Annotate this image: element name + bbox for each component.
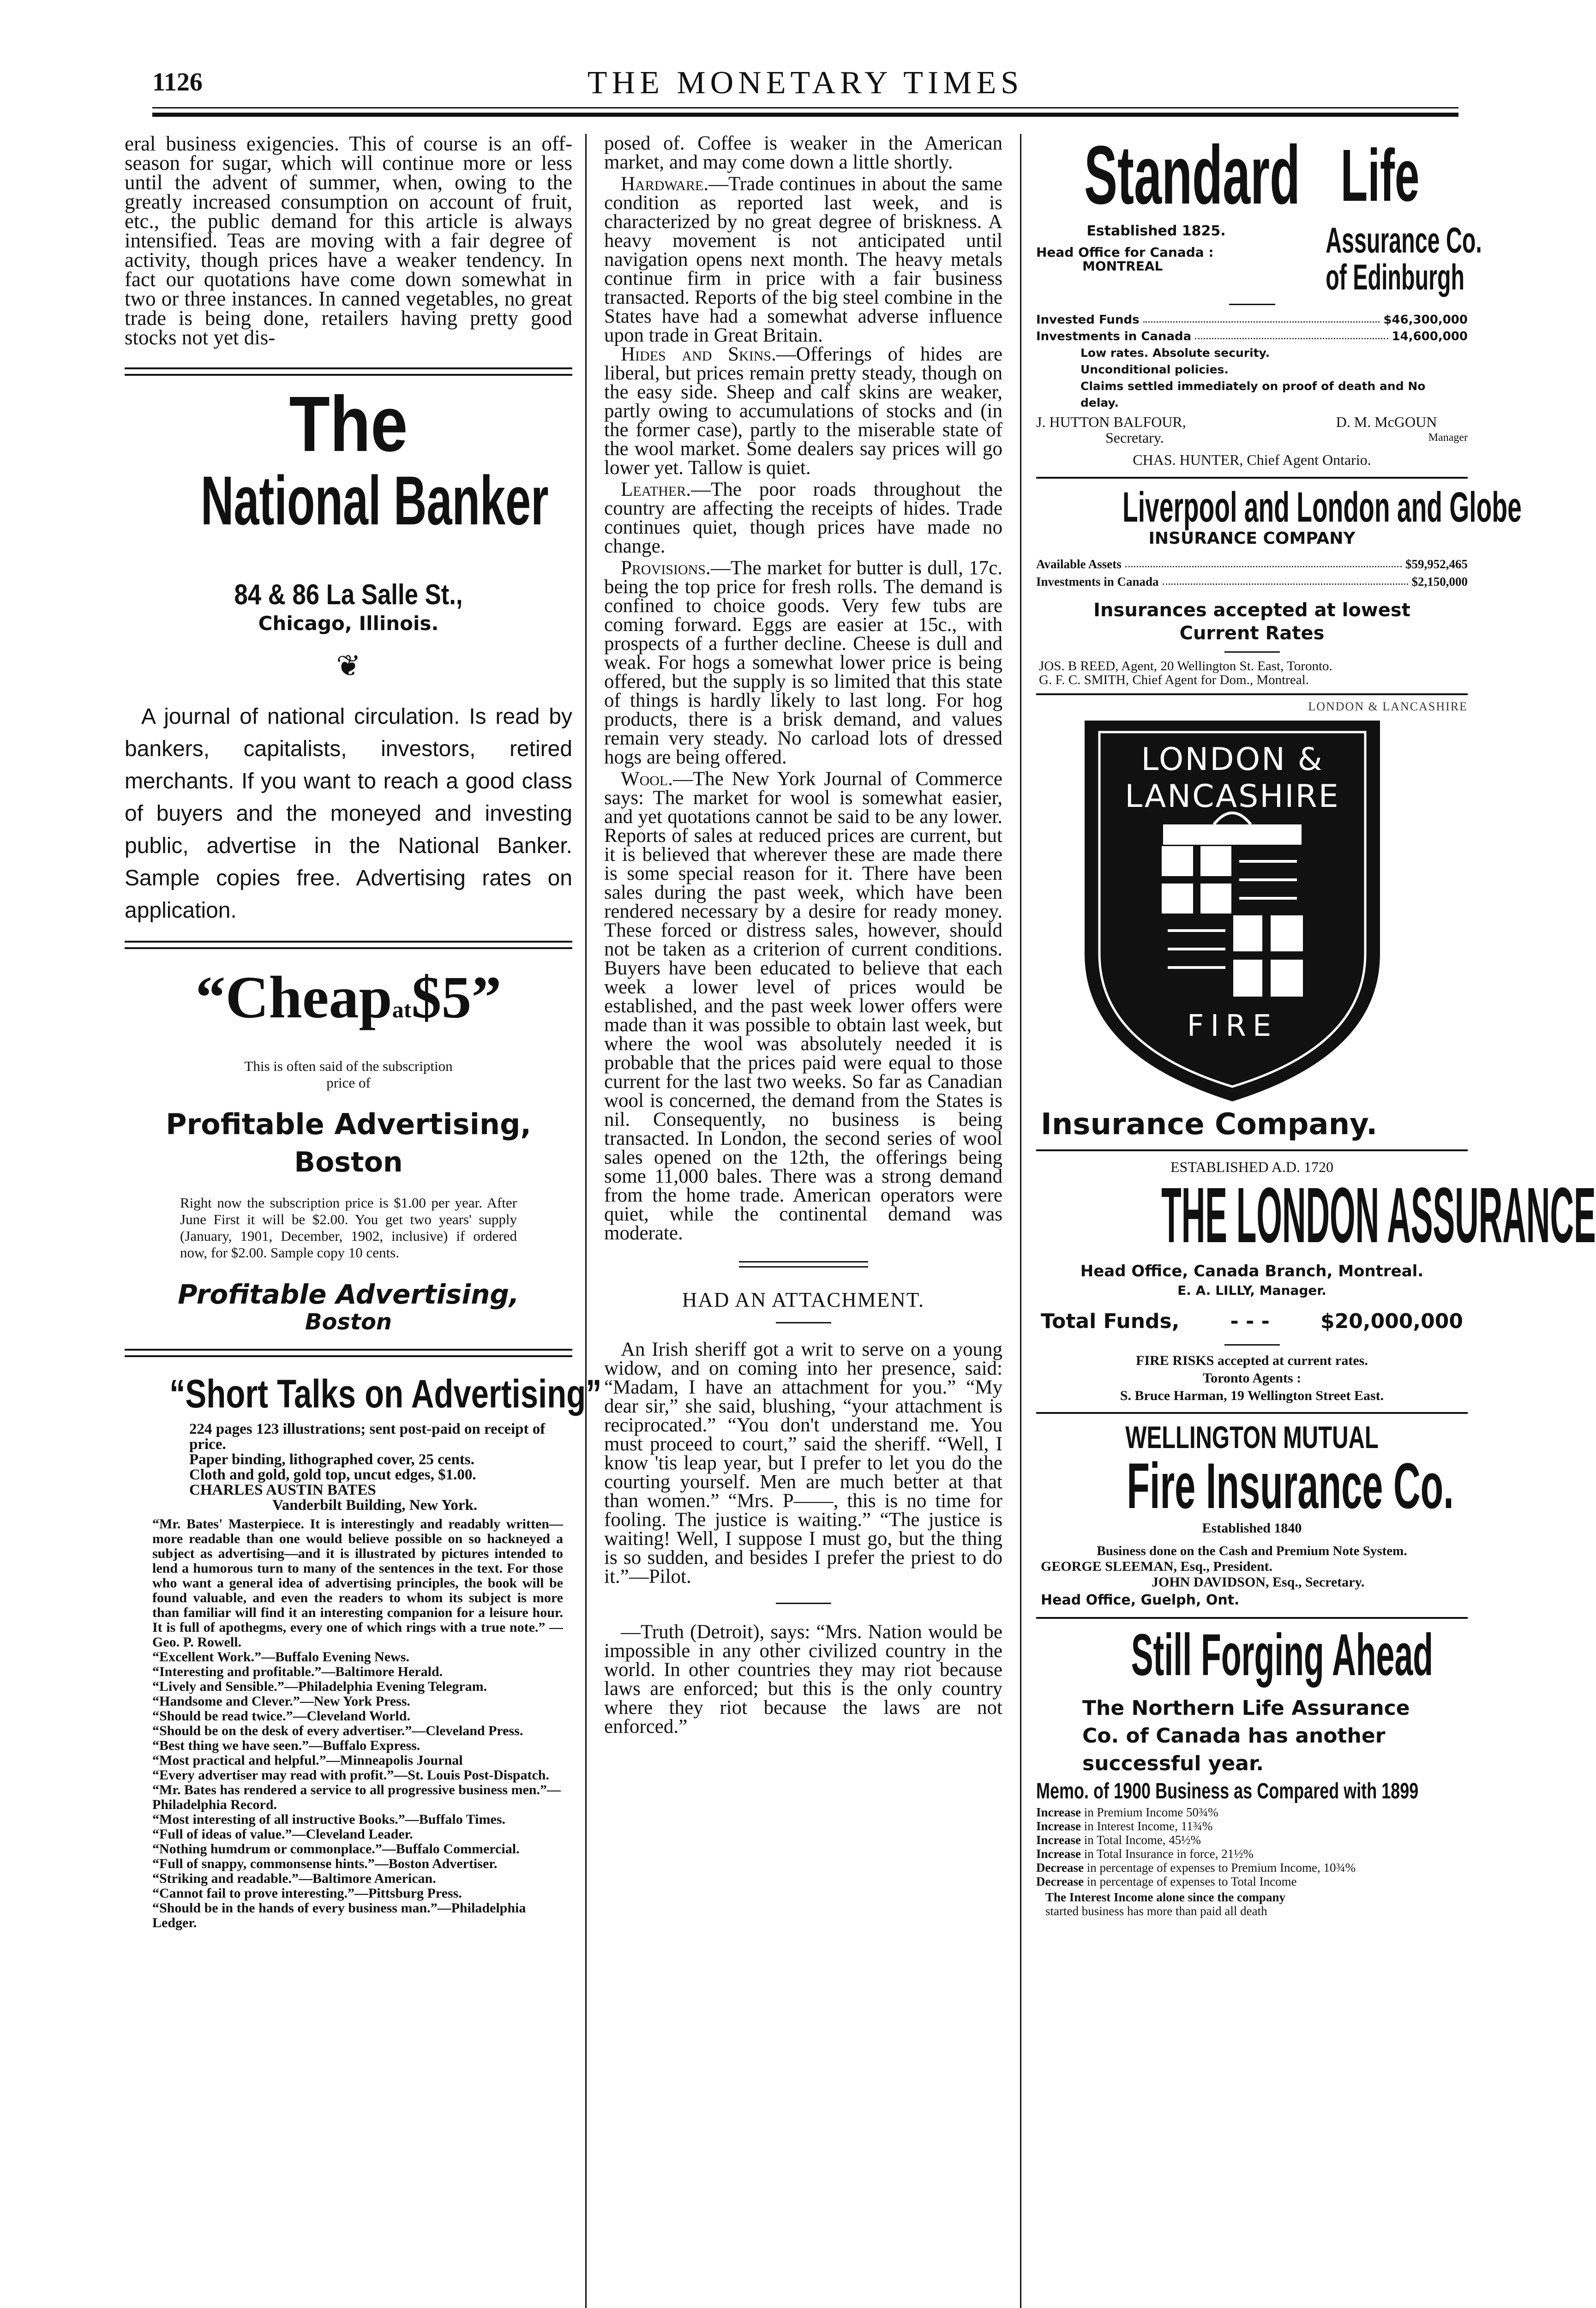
shield-text-1: LONDON & <box>1141 741 1324 778</box>
masthead <box>152 65 1458 111</box>
investments-canada-label: Investments in Canada <box>1036 330 1192 343</box>
total-funds-dashes: - - - <box>1230 1310 1270 1333</box>
ad-divider <box>125 367 572 376</box>
memo-text: in Interest Income, 11¾% <box>1084 1819 1213 1833</box>
press-quote: “Should be read twice.”—Cleveland World. <box>152 1708 410 1724</box>
cheap-line-2: price of <box>326 1075 371 1091</box>
column-left <box>125 132 602 2308</box>
invested-funds-label: Invested Funds <box>1036 313 1140 327</box>
provisions-heading: Provisions. <box>621 557 711 579</box>
memo-item <box>1036 1847 1468 1861</box>
provisions-text: —The market for butter is dull, 17c. being the top price for fresh rolls. The demand is confined to choice goods. Very few tubs are coming forward. Eggs are easier at 15c., with prospects of a further decline. Cheese is dull and weak. For hogs a somewhat lower price is being offered, but the supply is so limited that this state of things is hardly likely to last long. For hog products, there is a brisk demand, and values remain very steady. No carload lots of dressed hogs are being offered. <box>604 557 1002 768</box>
press-quote: “Most interesting of all instructive Books.”—Buffalo Times. <box>152 1812 505 1827</box>
short-talks-ad <box>125 1371 602 1930</box>
liverpool-rates-1: Insurances accepted at lowest <box>1093 600 1410 621</box>
wool-text: —The New York Journal of Commerce says: The market for wool is somewhat easier, and yet quotations cannot be said to be any lower. Reports of sales at reduced prices are current, but it is believed that wherever these are made there is some special reason for it. There have been sales during the past week, which have been rendered necessary by a desire for ready money. These forced or distress sales, however, should not be taken as a criterion of current conditions. Buyers have been educated to believe that each week a lower level of prices would be established, and the past week lower offers were made than it was possible to obtain last week, but where the wool was absolutely needed it is probable that the prices paid were equal to those current for the last two weeks. So far as Canadian wool is concerned, the demand from the States is nil. Consequently, no business is being transacted. In London, the second series of wool sales opened on the 12th, the offerings being some 11,000 bales. There was a strong demand from the home trade. American operators were quiet, while the continental demand was moderate. <box>604 768 1002 1244</box>
liverpool-investments-label: Investments in Canada <box>1036 575 1159 589</box>
standard-city: MONTREAL <box>1082 258 1163 274</box>
profitable-advertising-title: Profitable Advertising, <box>166 1107 531 1141</box>
london-assurance-name: THE LONDON ASSURANCE <box>1161 1172 1596 1259</box>
column-middle <box>585 134 1021 2308</box>
standard-feature-3: Claims settled immediately on proof of death and No delay. <box>1080 379 1426 409</box>
rule <box>1229 304 1275 305</box>
officer-mcgoun: D. M. McGOUN <box>1336 414 1437 430</box>
paper-title: THE MONETARY TIMES <box>587 65 1024 101</box>
memo-item <box>1036 1875 1468 1888</box>
wellington-head-office: Head Office, Guelph, Ont. <box>1041 1592 1240 1608</box>
rule <box>776 1603 831 1604</box>
press-quote: “Nothing humdrum or commonplace.”—Buffalo Commercial. <box>152 1841 520 1857</box>
hides-heading: Hides and Skins. <box>621 343 776 365</box>
memo-text: in Total Insurance in force, 21½% <box>1084 1847 1254 1861</box>
cheap-line-1: This is often said of the subscription <box>244 1058 453 1074</box>
standard-head-office: Head Office for Canada : <box>1036 245 1214 260</box>
national-banker-blurb: A journal of national circulation. Is read by bankers, capitalists, investors, retired merchants. If you want to reach a good class of buyers and the moneyed and investing public, advertise in the National Banker. Sample copies free. Advertising rates on application. <box>125 704 572 923</box>
memo-kind: Increase <box>1036 1819 1081 1833</box>
assurance-co-name: Assurance Co. <box>1326 220 1482 260</box>
memo-item <box>1036 1819 1468 1833</box>
memo-heading: Memo. of 1900 Business as Compared with 1899 <box>1036 1779 1419 1803</box>
investments-canada-value: 14,600,000 <box>1392 330 1468 343</box>
hardware-text: —Trade continues in about the same condition as reported last week, and is characterized by no great degree of briskness. A heavy movement is not anticipated until navigation opens next month. The heavy metals continue firm in price with a fair business transacted. Reports of the big steel combine in the States have had a somewhat adverse influence upon trade in Great Britain. <box>604 173 1002 346</box>
attachment-title: HAD AN ATTACHMENT. <box>682 1288 925 1311</box>
liverpool-globe-ad <box>1036 484 1522 687</box>
press-quote: “Lively and Sensible.”—Philadelphia Evening Telegram. <box>152 1679 487 1694</box>
press-quote: “Full of ideas of value.”—Cleveland Leader. <box>152 1827 413 1842</box>
memo-item <box>1036 1805 1468 1819</box>
ad-divider <box>1036 1412 1468 1414</box>
subscription-details: Right now the subscription price is $1.00 per year. After June First it will be $2.00. You get two years' supply (January, 1901, December, 1902, inclusive) if ordered now, for $2.00. Sample copy 10 cents. <box>180 1195 517 1261</box>
memo-text: in Total Income, 45½% <box>1084 1833 1201 1847</box>
rule <box>1224 1344 1280 1346</box>
national-banker-ad <box>125 380 572 927</box>
shield-text-fire: FIRE <box>1187 1009 1278 1043</box>
standard-established: Established 1825. <box>1086 223 1226 239</box>
memo-item <box>1036 1833 1468 1847</box>
fire-insurance-name: Fire Insurance Co. <box>1127 1449 1454 1522</box>
edinburgh-name: of Edinburgh <box>1326 257 1465 297</box>
wellington-secretary: JOHN DAVIDSON, Esq., Secretary. <box>1152 1575 1365 1590</box>
short-talks-info-3: Cloth and gold, gold top, uncut edges, $1.00. <box>189 1467 476 1483</box>
profitable-advertising-city: Boston <box>294 1146 403 1178</box>
memo-kind: Decrease <box>1036 1861 1084 1875</box>
profitable-advertising-logo-1: Profitable Advertising, <box>178 1279 519 1310</box>
northern-line-3: successful year. <box>1082 1752 1264 1775</box>
short-talks-info-2: Paper binding, lithographed cover, 25 cents. <box>189 1451 474 1468</box>
article-continuation: eral business exigencies. This of course is an off-season for sugar, which will continue more or less until the advent of summer, when, owing to the greatly increased consumption on account of fruit, etc., the public demand for this article is always intensified. Teas are moving with a fair degree of activity, though prices have a weaker tendency. In fact our quotations have come down somewhat in two or three instances. In canned vegetables, no great trade is being done, retailers having pretty good stocks not yet dis- <box>125 132 572 349</box>
memo-text: in percentage of expenses to Premium Income, 10¾% <box>1086 1861 1356 1875</box>
masthead-rule <box>152 107 1458 108</box>
standard-name: Standard <box>1084 129 1301 222</box>
officer-balfour: J. HUTTON BALFOUR, <box>1036 414 1186 430</box>
attachment-story: An Irish sheriff got a writ to serve on a young widow, and on coming into her presence, said: “Madam, I have an attachment for you.” “My dear sir,” she said, blushing, “your attachment is reciprocated.” “You don't understand me. You must proceed to court,” said the sheriff. “Well, I know 'tis leap year, but I prefer to let you do the courting yourself. Men are much better at that than women.” “Mrs. P——, this is no time for fooling. The justice is waiting.” “The justice is waiting! Well, I suppose I must go, but the thing is so sudden, and besides I prefer the priest to do it.”—Pilot. <box>604 1339 1002 1587</box>
short-talks-address: Vanderbilt Building, New York. <box>272 1497 478 1514</box>
ad-divider <box>125 1349 572 1357</box>
press-quote: “Every advertiser may read with profit.”—St. Louis Post-Dispatch. <box>152 1767 549 1783</box>
national-banker-title-1: The <box>289 380 408 468</box>
memo-text: in percentage of expenses to Total Income <box>1086 1875 1297 1888</box>
press-quote: “Should be in the hands of every business man.”—Philadelphia Ledger. <box>152 1900 526 1930</box>
wool-heading: Wool. <box>621 768 673 790</box>
hardware-heading: Hardware. <box>621 173 709 195</box>
press-quote: “Handsome and Clever.”—New York Press. <box>152 1694 410 1709</box>
press-quote: “Cannot fail to prove interesting.”—Pittsburg Press. <box>152 1886 462 1901</box>
liverpool-subtitle: INSURANCE COMPANY <box>1148 529 1356 548</box>
press-quote: “Should be on the desk of every advertiser.”—Cleveland Press. <box>152 1723 523 1738</box>
wellington-mutual-ad <box>1036 1421 1468 1611</box>
press-quote: “Best thing we have seen.”—Buffalo Express. <box>152 1738 420 1753</box>
fire-risks: FIRE RISKS accepted at current rates. <box>1136 1353 1368 1368</box>
press-quote: “Full of snappy, commonsense hints.”—Boston Advertiser. <box>152 1856 498 1871</box>
memo-text: in Premium Income 50¾% <box>1084 1805 1218 1819</box>
officer-mcgoun-title: Manager <box>1428 432 1468 444</box>
rule <box>739 1261 868 1262</box>
northern-line-2: Co. of Canada has another <box>1082 1724 1386 1748</box>
standard-life-ad <box>1036 129 1482 470</box>
cheap-word: “Cheap <box>195 964 392 1031</box>
paragraph-leather <box>604 480 1002 556</box>
total-funds-label: Total Funds, <box>1041 1310 1180 1333</box>
rule <box>739 1266 868 1268</box>
assurance-manager: E. A. LILLY, Manager. <box>1177 1283 1326 1298</box>
wellington-established: Established 1840 <box>1202 1521 1302 1536</box>
press-quote: “Mr. Bates has rendered a service to all progressive business men.”—Philadelphia Record. <box>152 1782 561 1812</box>
memo-kind: Increase <box>1036 1847 1081 1861</box>
national-banker-address-1: 84 & 86 La Salle St., <box>234 579 463 611</box>
still-forging-ahead: Still Forging Ahead <box>1131 1622 1434 1688</box>
cheap-at-5-ad <box>125 963 572 1335</box>
leather-heading: Leather. <box>621 479 691 500</box>
hides-text: —Offerings of hides are liberal, but prices remain pretty steady, though on the easy side. Sheep and calf skins are weaker, partly owing to accumulations of stocks and (in the former case), partly to the miserable state of the wool market. Some dealers say prices will go lower yet. Tallow is quiet. <box>604 343 1002 479</box>
london-lancashire-ad <box>1036 700 1468 1143</box>
paragraph-provisions <box>604 559 1002 767</box>
liverpool-name: Liverpool and London and Globe <box>1122 484 1522 531</box>
page-number: 1126 <box>152 68 203 96</box>
price-word: $5” <box>411 964 502 1031</box>
press-quote: “Striking and readable.”—Baltimore American. <box>152 1871 436 1886</box>
paragraph-wool <box>604 769 1002 1243</box>
ad-divider <box>1036 693 1468 695</box>
northern-line-1: The Northern Life Assurance <box>1082 1696 1410 1720</box>
ad-divider <box>1036 1617 1468 1619</box>
available-assets-label: Available Assets <box>1036 557 1122 571</box>
liverpool-agent-1: JOS. B REED, Agent, 20 Wellington St. East, Toronto. <box>1039 659 1332 673</box>
standard-feature-2: Unconditional policies. <box>1080 363 1229 376</box>
wellington-business: Business done on the Cash and Premium Note System. <box>1097 1544 1407 1558</box>
paragraph-hardware <box>604 174 1002 345</box>
wellington-name: WELLINGTON MUTUAL <box>1125 1420 1379 1455</box>
standard-feature-1: Low rates. Absolute security. <box>1080 346 1270 360</box>
toronto-agents: Toronto Agents : <box>1202 1370 1302 1386</box>
short-talks-title: “Short Talks on Advertising” <box>169 1372 602 1416</box>
national-banker-title-2: National Banker <box>200 462 549 539</box>
life-name: Life <box>1340 134 1420 216</box>
paragraph-coffee: posed of. Coffee is weaker in the American market, and may come down a little shortly. <box>604 132 1002 173</box>
available-assets-value: $59,952,465 <box>1405 557 1468 571</box>
national-banker-address-2: Chicago, Illinois. <box>258 612 439 635</box>
standard-agent: CHAS. HUNTER, Chief Agent Ontario. <box>1133 451 1371 468</box>
total-funds-value: $20,000,000 <box>1320 1310 1463 1333</box>
short-talks-info-1: 224 pages 123 illustrations; sent post-paid on receipt of price. <box>189 1421 546 1453</box>
ad-divider <box>1036 1149 1468 1151</box>
wellington-president: GEORGE SLEEMAN, Esq., President. <box>1041 1559 1273 1574</box>
fleuron-ornament-icon: ❦ <box>336 649 361 682</box>
press-quote: “Most practical and helpful.”—Minneapolis Journal <box>152 1753 463 1768</box>
short-talks-author: CHARLES AUSTIN BATES <box>189 1482 376 1498</box>
assurance-agent: S. Bruce Harman, 19 Wellington Street East. <box>1120 1388 1384 1403</box>
ad-divider <box>1036 477 1468 479</box>
press-quote: “Interesting and profitable.”—Baltimore Herald. <box>152 1664 443 1679</box>
northern-life-ad <box>1036 1622 1468 1918</box>
memo-kind: Decrease <box>1036 1875 1084 1888</box>
truth-paragraph: —Truth (Detroit), says: “Mrs. Nation would be impossible in any other civilized country in the world. In other countries they may riot because laws are enforced; but this is the only country where they riot because the laws are not enforced.” <box>604 1621 1002 1737</box>
memo-kind: Increase <box>1036 1805 1081 1819</box>
rule <box>776 1322 831 1323</box>
invested-funds-value: $46,300,000 <box>1383 313 1468 327</box>
shield-text-2: LANCASHIRE <box>1125 778 1340 815</box>
column-right <box>1036 129 1596 2308</box>
masthead-rule-heavy <box>152 113 1458 117</box>
london-assurance-ad <box>1036 1158 1596 1405</box>
ad-divider <box>125 941 572 949</box>
profitable-advertising-logo-2: Boston <box>305 1309 392 1335</box>
rule <box>1224 651 1280 653</box>
short-talks-review: “Mr. Bates' Masterpiece. It is interestingly and readably written—more readable than one would believe possible on so hackneyed a subject as advertising—and it is illustrated by pictures intended to lend a humorous turn to many of the sentences in the text. For those who want a general idea of advertising principles, the book will be found valuable, and even the readers to whom its subject is more than familiar will find it an interesting companion for a leisure hour. It is full of apothegms, every one of which rings with a true note.” —Geo. P. Rowell. <box>152 1516 563 1650</box>
assurance-established: ESTABLISHED A.D. 1720 <box>1170 1159 1333 1175</box>
leather-text: —The poor roads throughout the country are affecting the receipts of hides. Trade continues quiet, though prices have made no change. <box>604 479 1002 557</box>
press-quote: “Excellent Work.”—Buffalo Evening News. <box>152 1649 409 1665</box>
liverpool-agent-2: G. F. C. SMITH, Chief Agent for Dom., Montreal. <box>1039 673 1309 687</box>
officer-balfour-title: Secretary. <box>1105 429 1164 446</box>
assurance-head-office: Head Office, Canada Branch, Montreal. <box>1080 1262 1424 1280</box>
paragraph-hides <box>604 345 1002 477</box>
at-word: at <box>392 997 412 1022</box>
memo-item <box>1036 1861 1468 1875</box>
memo-kind: Increase <box>1036 1833 1081 1847</box>
liverpool-rates-2: Current Rates <box>1179 623 1325 644</box>
northern-interest-2: started business has more than paid all death <box>1045 1904 1267 1918</box>
lancashire-company: Insurance Company. <box>1041 1107 1378 1142</box>
lancashire-corner-text: LONDON & LANCASHIRE <box>1308 700 1468 713</box>
northern-interest-1: The Interest Income alone since the company <box>1045 1890 1285 1904</box>
liverpool-investments-value: $2,150,000 <box>1411 575 1468 589</box>
